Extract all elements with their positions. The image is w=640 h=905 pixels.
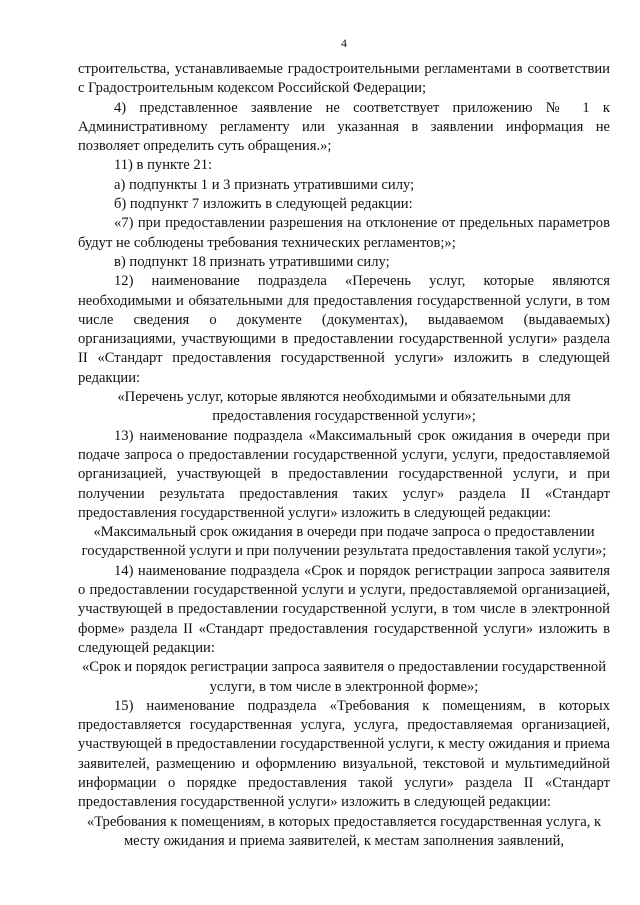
paragraph: 14) наименование подраздела «Срок и порядок регистрации запроса заявителя о предоставлении государственной услуги и услуги, предоставляемой организацией, участвующей в предоставлении государственной услуги, в том числе в электронной форме» раздела II «Стандарт предоставления государственной услуги» изложить в следующей редакции:: [78, 562, 610, 656]
page-number: 4: [341, 36, 347, 50]
paragraph: 11) в пункте 21:: [114, 157, 213, 174]
paragraph: «7) при предоставлении разрешения на отклонение от предельных параметров будут не соблюдены требования технических регламентов;»;: [78, 215, 610, 251]
quoted-heading: «Требования к помещениям, в которых предоставляется государственная услуга, к месту ожидания и приема заявителей, к местам заполнения заявлений,: [86, 813, 602, 849]
paragraph: строительства, устанавливаемые градостроительными регламентами в соответствии с Градостроительным кодексом Российской Федерации;: [78, 61, 610, 97]
paragraph: б) подпункт 7 изложить в следующей редакции:: [114, 196, 413, 213]
quoted-heading: «Срок и порядок регистрации запроса заявителя о предоставлении государственной услуги, в том числе в электронной форме»;: [81, 659, 607, 695]
paragraph: в) подпункт 18 признать утратившими силу;: [114, 253, 390, 270]
paragraph: 12) наименование подраздела «Перечень услуг, которые являются необходимыми и обязательными для предоставления государственной услуги, в том числе сведения о документе (документах), выдаваемом (выдаваемых) организациями, участвующими в предоставлении государственной услуги» раздела II «Стандарт предоставления государственной услуги» изложить в следующей редакции:: [78, 273, 610, 386]
paragraph: 13) наименование подраздела «Максимальный срок ожидания в очереди при подаче запроса о предоставлении государственной услуги, услуги, предоставляемой организацией, участвующей в предоставлении государственной услуги, и при получении результата предоставления таких услуг» раздела II «Стандарт предоставления государственной услуги» изложить в следующей редакции:: [78, 427, 610, 521]
quoted-heading: «Перечень услуг, которые являются необходимыми и обязательными для предоставления государственной услуги»;: [117, 389, 571, 425]
quoted-heading: «Максимальный срок ожидания в очереди при подаче запроса о предоставлении государственной услуги и при получении результата предоставления такой услуги»;: [81, 524, 607, 560]
paragraph: 4) представленное заявление не соответствует приложению № 1 к Административному регламенту или указанная в заявлении информация не позволяет определить суть обращения.»;: [78, 99, 610, 155]
document-body: [78, 60, 610, 851]
paragraph: а) подпункты 1 и 3 признать утратившими силу;: [114, 176, 415, 193]
paragraph: 15) наименование подраздела «Требования к помещениям, в которых предоставляется государственная услуга, услуга, предоставляемая организацией, участвующей в предоставлении государственной услуги, к месту ожидания и приема заявителей, размещению и оформлению визуальной, текстовой и мультимедийной информации о порядке предоставления такой услуги» раздела II «Стандарт предоставления государственной услуги» изложить в следующей редакции:: [78, 697, 610, 811]
